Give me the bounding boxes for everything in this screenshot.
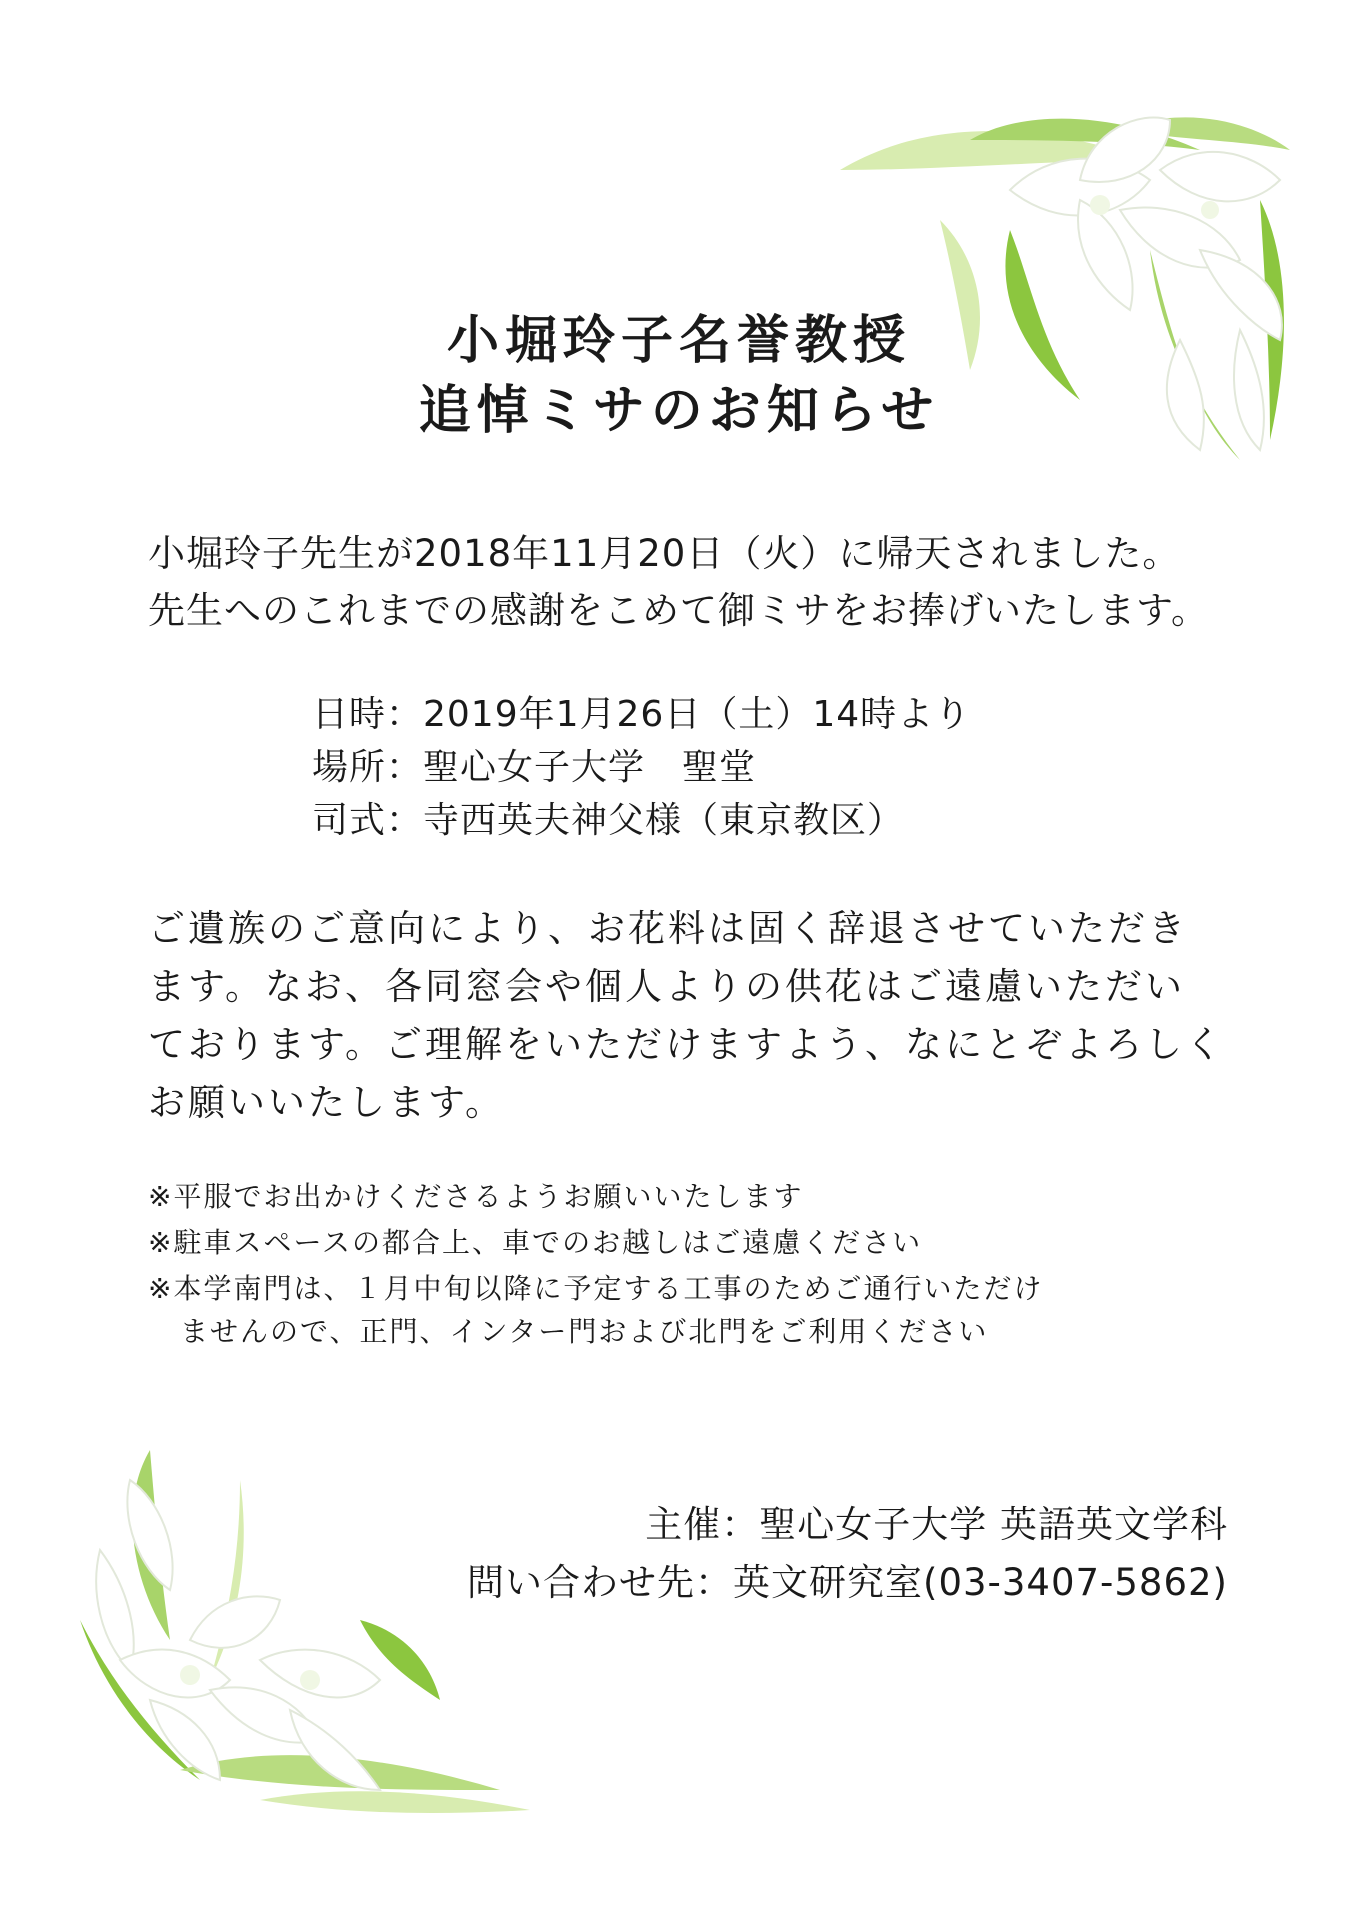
body-text-line-4: お願いいたします。 xyxy=(148,1081,506,1124)
page-title-line-2: 追悼ミサのお知らせ xyxy=(418,381,940,441)
note-south-gate: ※本学南門は、１月中旬以降に予定する工事のためご通行いただけ xyxy=(148,1272,1044,1305)
note-parking: ※駐車スペースの都合上、車でのお越しはご遠慮ください xyxy=(148,1226,923,1259)
lead-text-line-1: 小堀玲子先生が2018年11月20日（火）に帰天されました。 xyxy=(148,532,1181,575)
lily-decoration-bottom-icon xyxy=(60,1440,560,1820)
body-text-line-3: ております。ご理解をいただけますよう、なにとぞよろしく xyxy=(148,1023,1226,1066)
organizer: 主催：聖心女子大学 英語英文学科 xyxy=(645,1503,1228,1546)
event-datetime: 日時：2019年1月26日（土）14時より xyxy=(312,694,972,735)
event-officiant: 司式：寺西英夫神父様（東京教区） xyxy=(312,800,905,841)
body-text-line-1: ご遺族のご意向により、お花料は固く辞退させていただき xyxy=(148,907,1188,950)
note-south-gate-continued: ませんので、正門、インター門および北門をご利用ください xyxy=(180,1315,989,1348)
inquiry-contact: 問い合わせ先：英文研究室(03-3407-5862) xyxy=(467,1561,1228,1604)
page-title-line-1: 小堀玲子名誉教授 xyxy=(446,311,911,371)
body-text-line-2: ます。なお、各同窓会や個人よりの供花はご遠慮いただい xyxy=(148,965,1186,1008)
note-dress-code: ※平服でお出かけくださるようお願いいたします xyxy=(148,1180,804,1213)
event-place: 場所：聖心女子大学 聖堂 xyxy=(312,747,757,788)
lead-text-line-2: 先生へのこれまでの感謝をこめて御ミサをお捧げいたします。 xyxy=(148,589,1210,632)
